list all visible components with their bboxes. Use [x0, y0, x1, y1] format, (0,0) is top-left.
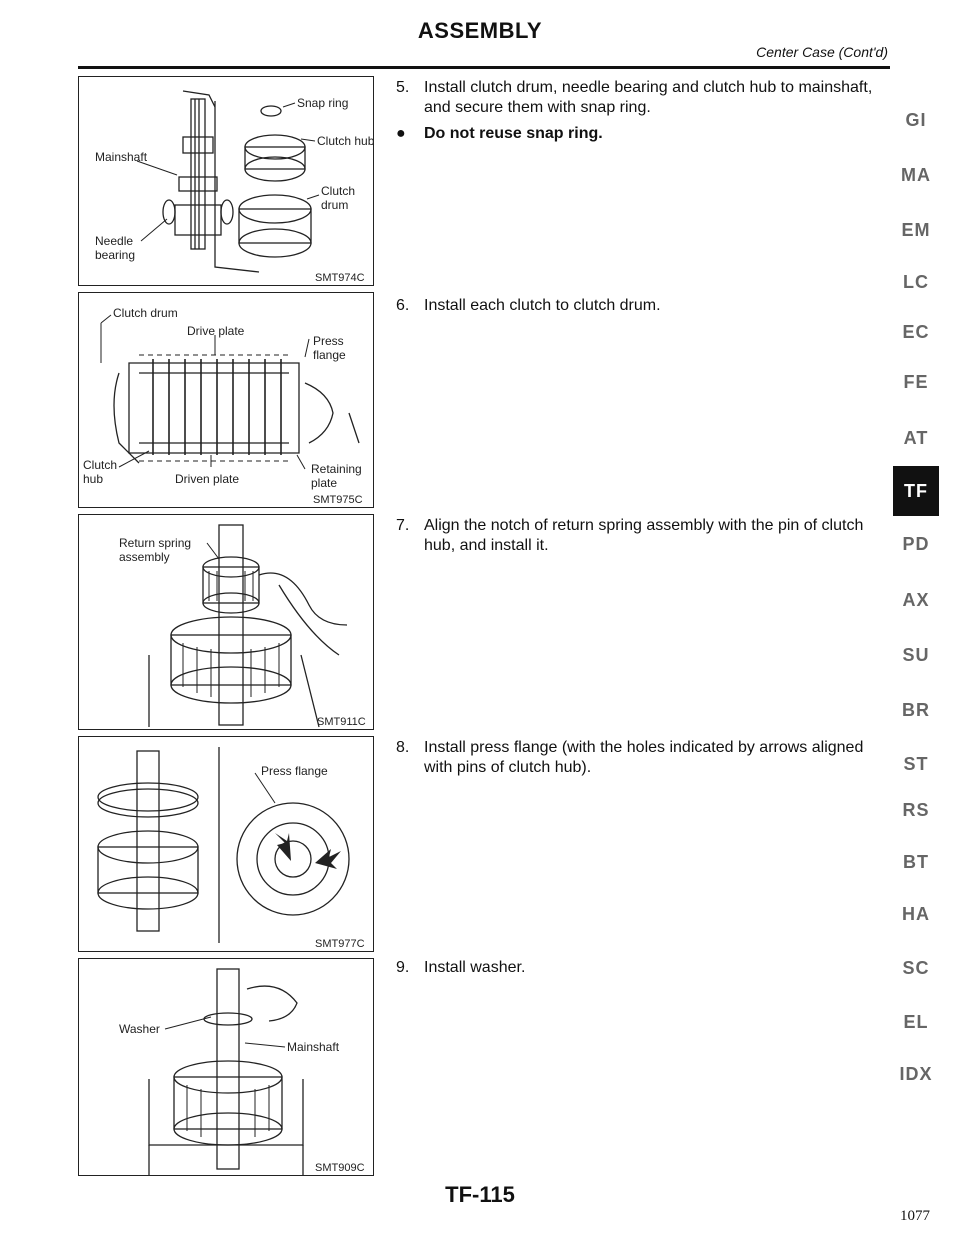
bullet: ● [396, 125, 406, 142]
step-number: 6. [396, 297, 410, 314]
label-drive-plate: Drive plate [187, 324, 245, 338]
step-number: 5. [396, 79, 410, 96]
figure-press-flange [78, 736, 374, 952]
label-needle: Needle [95, 234, 134, 248]
figure-washer [78, 958, 374, 1176]
section-tab-br[interactable]: BR [902, 700, 930, 720]
section-subtitle: Center Case (Cont'd) [756, 44, 888, 60]
step-7 [396, 516, 886, 556]
figure-code: SMT975C [313, 494, 363, 506]
figure-code: SMT974C [315, 272, 365, 284]
note-text: Do not reuse snap ring. [424, 125, 603, 142]
figure-return-spring [78, 514, 374, 730]
section-tab-em[interactable]: EM [901, 220, 931, 240]
step-number: 9. [396, 959, 410, 976]
label-press-flange: Press flange [261, 764, 328, 778]
section-tab-pd[interactable]: PD [902, 534, 930, 554]
label-washer: Washer [119, 1022, 160, 1036]
section-tab-tf[interactable]: TF [893, 466, 939, 516]
section-tab-rs[interactable]: RS [902, 800, 930, 820]
section-tab-el[interactable]: EL [903, 1012, 929, 1032]
step-text: Install clutch drum, needle bearing and clutch hub to mainshaft, and secure them with snap ring. [424, 79, 873, 116]
section-tab-su[interactable]: SU [902, 645, 930, 665]
figure-3-drawing [79, 515, 374, 730]
step-5 [396, 78, 886, 144]
step-number: 7. [396, 517, 410, 534]
figure-4-drawing [79, 737, 374, 952]
page-id: 1077 [900, 1208, 930, 1224]
section-tab-gi[interactable]: GI [905, 110, 927, 130]
section-tab-bt[interactable]: BT [903, 852, 929, 872]
label-press: Press [313, 334, 344, 348]
figure-code: SMT911C [317, 716, 366, 728]
section-tab-lc[interactable]: LC [903, 272, 929, 292]
label-snap-ring: Snap ring [297, 96, 349, 110]
label-mainshaft: Mainshaft [287, 1040, 340, 1054]
section-tab-ax[interactable]: AX [902, 590, 930, 610]
label-clutch: Clutch [321, 184, 356, 198]
figure-code: SMT977C [315, 938, 365, 950]
figure-code: SMT909C [315, 1162, 365, 1174]
step-text: Install washer. [424, 959, 526, 976]
step-9 [396, 958, 886, 978]
page-number: TF-115 [445, 1182, 515, 1207]
figure-1-drawing [79, 77, 374, 286]
label-clutch-drum: Clutch drum [113, 306, 178, 320]
figure-snap-ring-clutch-hub [78, 76, 374, 286]
section-tab-ma[interactable]: MA [901, 165, 931, 185]
label-mainshaft: Mainshaft [95, 150, 148, 164]
label-assembly: assembly [119, 550, 170, 564]
label-return-spring: Return spring [119, 536, 192, 550]
figure-clutch-plates [78, 292, 374, 508]
section-tab-idx[interactable]: IDX [899, 1064, 933, 1084]
step-6 [396, 296, 886, 316]
step-number: 8. [396, 739, 410, 756]
label-retaining: Retaining [311, 462, 362, 476]
section-tab-fe[interactable]: FE [903, 372, 929, 392]
section-tab-ec[interactable]: EC [902, 322, 930, 342]
step-8 [396, 738, 886, 778]
step-text: Align the notch of return spring assembly with the pin of clutch hub, and install it. [424, 517, 864, 554]
section-tab-st[interactable]: ST [903, 754, 929, 774]
header-rule [78, 66, 890, 69]
label-plate: plate [311, 476, 338, 490]
section-tab-at[interactable]: AT [903, 428, 929, 448]
step-text: Install each clutch to clutch drum. [424, 297, 661, 314]
label-drum: drum [321, 198, 349, 212]
label-clutch-hub: Clutch hub [317, 134, 375, 148]
label-hub: hub [83, 472, 104, 486]
page-title: ASSEMBLY [417, 18, 543, 43]
figure-5-drawing [79, 959, 374, 1176]
label-flange: flange [313, 348, 346, 362]
section-tab-ha[interactable]: HA [902, 904, 930, 924]
label-driven-plate: Driven plate [175, 472, 240, 486]
step-note [396, 124, 886, 144]
label-clutch: Clutch [83, 458, 118, 472]
figure-2-drawing [79, 293, 374, 508]
step-text: Install press flange (with the holes indicated by arrows aligned with pins of clutch hub). [424, 739, 864, 776]
label-bearing: bearing [95, 248, 136, 262]
section-tab-sc[interactable]: SC [902, 958, 930, 978]
